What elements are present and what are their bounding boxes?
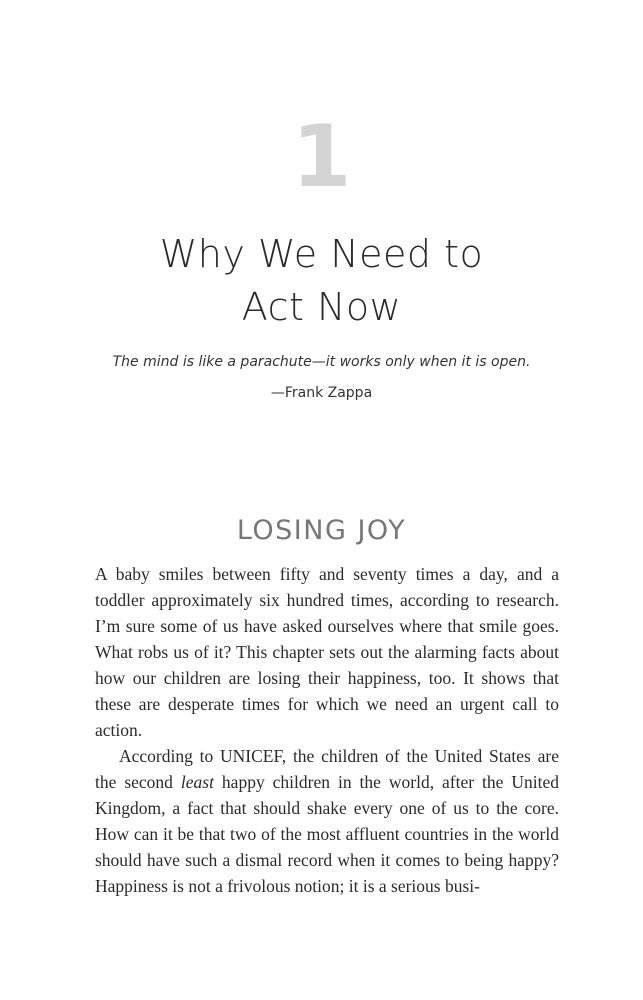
paragraph-2-text-end: happy children in the world, after the United Kingdom, a fact that should shake every one of us to the core. How can it be that two of the most affluent countries in the world should have such a dismal record when it comes to being happy? Happiness is not a frivolous notion; it is a serious busi- xyxy=(95,772,560,896)
paragraph-2 xyxy=(95,743,559,899)
chapter-number: 1 xyxy=(291,107,352,207)
epigraph-quote: The mind is like a parachute—it works only when it is open. xyxy=(112,354,531,370)
chapter-title xyxy=(0,228,643,334)
section-heading: LOSING JOY xyxy=(236,515,407,546)
paragraph-1: A baby smiles between fifty and seventy times a day, and a toddler approximately six hundred times, according to research. I’m sure some of us have asked ourselves where that smile goes. What robs us of it? This chapter sets out the alarming facts about how our children are losing their happiness, too. It shows that these are desperate times for which we need an urgent call to action. xyxy=(95,564,559,740)
paragraph-2-text-start: According to UNICEF, the children of the United States are the second xyxy=(95,746,559,792)
paragraph-2-emphasis: least xyxy=(180,772,214,792)
body-text xyxy=(95,561,559,899)
chapter-title-line-2: Act Now xyxy=(241,285,402,329)
epigraph-attribution: —Frank Zappa xyxy=(270,385,373,401)
chapter-title-line-1: Why We Need to xyxy=(159,232,484,276)
